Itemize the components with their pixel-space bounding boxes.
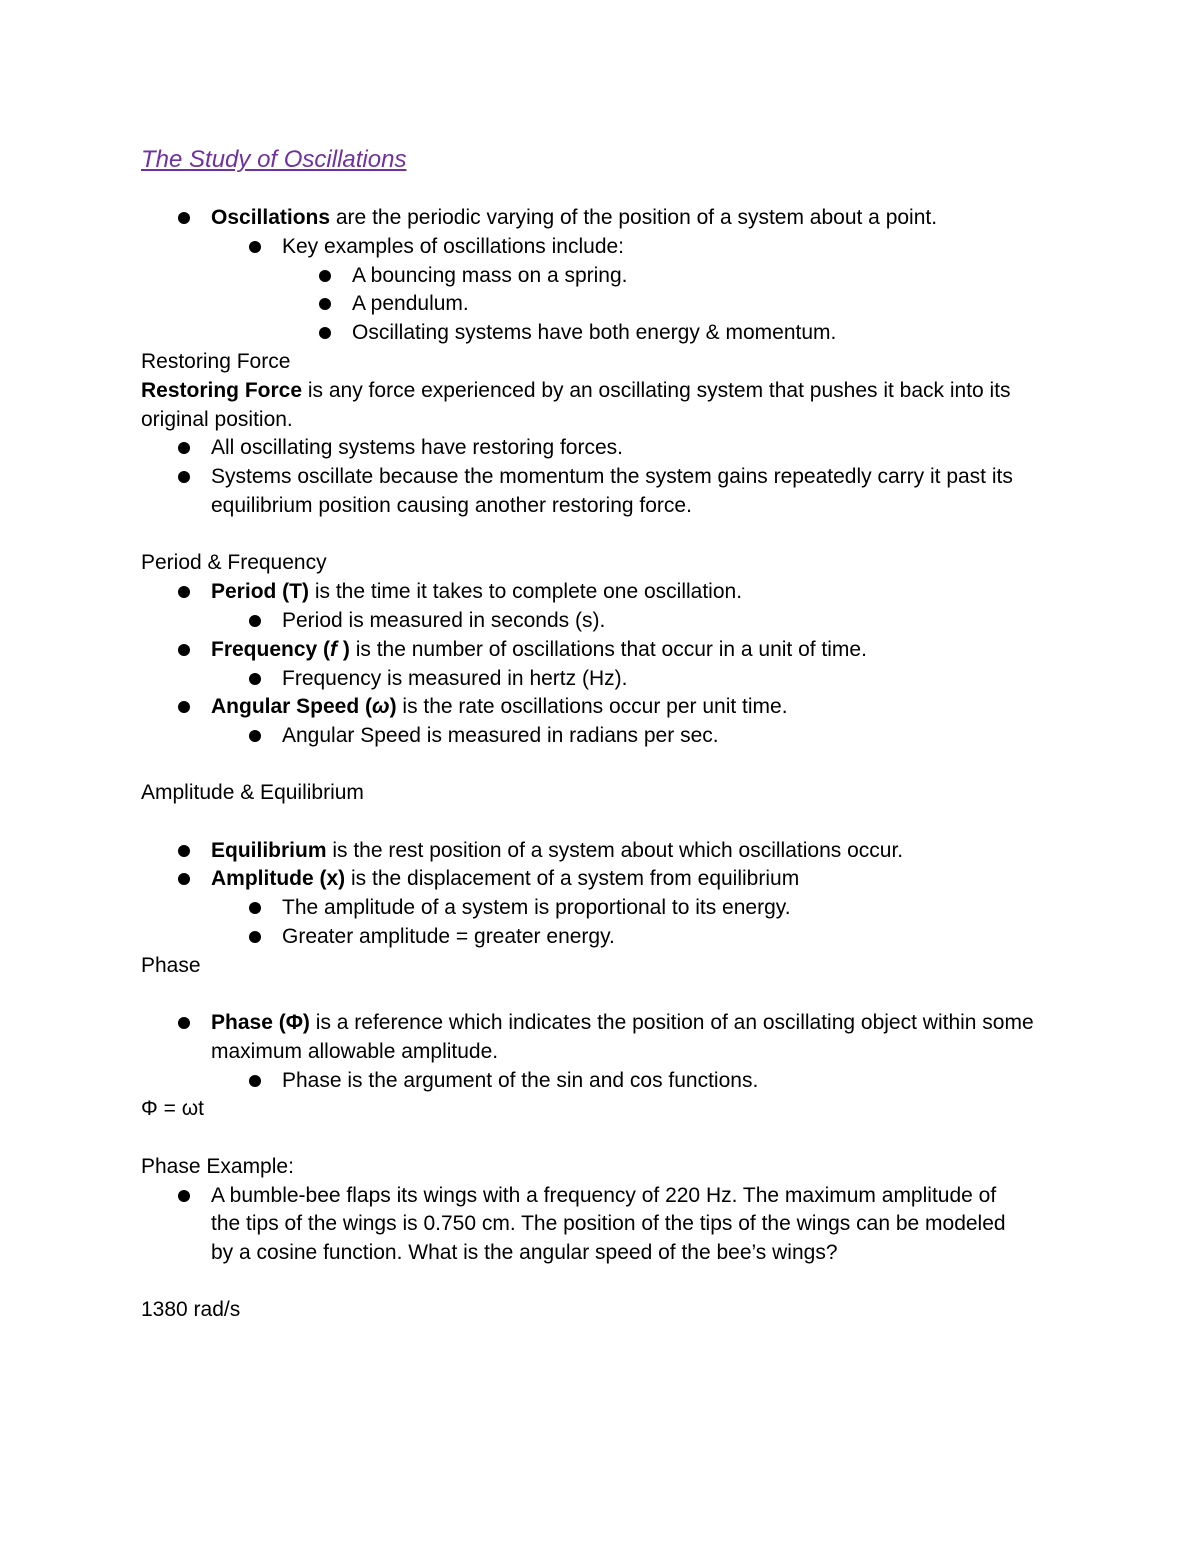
- bullet-text: is the time it takes to complete one oscillation.: [309, 580, 743, 603]
- bullet-phase-argument: Phase is the argument of the sin and cos functions.: [282, 1066, 758, 1095]
- example-answer: 1380 rad/s: [141, 1298, 241, 1321]
- bullet-all-systems: All oscillating systems have restoring forces.: [211, 433, 623, 462]
- phase-formula: Φ = ωt: [141, 1097, 204, 1120]
- bullet-text: is the rate oscillations occur per unit time.: [396, 695, 788, 718]
- bullet-energy-momentum: Oscillating systems have both energy & momentum.: [352, 318, 836, 347]
- heading-amplitude-equilibrium: Amplitude & Equilibrium: [141, 781, 364, 804]
- bullet-text: are the periodic varying of the position of a system about a point.: [330, 206, 938, 229]
- heading-restoring-force: Restoring Force: [141, 350, 291, 373]
- term-period: Period (T): [211, 580, 309, 603]
- bullet-text: is the displacement of a system from equilibrium: [345, 867, 800, 890]
- bullet-greater-amplitude: Greater amplitude = greater energy.: [282, 922, 615, 951]
- term-text: Angular Speed (: [211, 695, 373, 718]
- bullet-bee-problem: A bumble-bee flaps its wings with a frequency of 220 Hz. The maximum amplitude of: [211, 1181, 996, 1210]
- bullet-phase-line2: maximum allowable amplitude.: [211, 1040, 499, 1063]
- term-frequency: [211, 638, 350, 661]
- term-amplitude: Amplitude (x): [211, 867, 346, 890]
- bullet-frequency-units: Frequency is measured in hertz (Hz).: [282, 664, 627, 693]
- bullet-frequency: [211, 635, 867, 664]
- bullet-systems-oscillate-line2: equilibrium position causing another restoring force.: [211, 494, 692, 517]
- bullet-text: is the rest position of a system about which oscillations occur.: [326, 839, 904, 862]
- heading-phase-example: Phase Example:: [141, 1155, 294, 1178]
- bullet-phase: [211, 1008, 1034, 1037]
- term-text: ): [337, 638, 350, 661]
- bullet-key-examples: Key examples of oscillations include:: [282, 232, 624, 261]
- page-title: The Study of Oscillations: [141, 146, 407, 173]
- bullet-text: is a reference which indicates the position of an oscillating object within some: [309, 1011, 1034, 1034]
- bullet-systems-oscillate: Systems oscillate because the momentum the system gains repeatedly carry it past its: [211, 462, 1013, 491]
- term-angular-speed: [211, 695, 397, 718]
- term-text: Frequency (: [211, 638, 331, 661]
- bullet-equilibrium: [211, 836, 903, 865]
- term-oscillations: Oscillations: [211, 206, 331, 229]
- definition-text: is any force experienced by an oscillating system that pushes it back into its: [302, 379, 1011, 402]
- bee-problem-line2: the tips of the wings is 0.750 cm. The position of the tips of the wings can be modeled: [211, 1212, 1006, 1235]
- restoring-definition-line2: original position.: [141, 408, 293, 431]
- bullet-amplitude-energy: The amplitude of a system is proportional to its energy.: [282, 893, 791, 922]
- bullet-angular-speed: [211, 692, 788, 721]
- symbol-omega: ω: [372, 695, 390, 718]
- bullet-bouncing-mass: A bouncing mass on a spring.: [352, 261, 628, 290]
- bullet-oscillations: [211, 203, 937, 232]
- bullet-period-units: Period is measured in seconds (s).: [282, 606, 605, 635]
- term-equilibrium: Equilibrium: [211, 839, 327, 862]
- bullet-period: [211, 577, 742, 606]
- heading-phase: Phase: [141, 954, 201, 977]
- restoring-definition: [141, 376, 1011, 405]
- bullet-amplitude: [211, 864, 799, 893]
- bullet-pendulum: A pendulum.: [352, 289, 469, 318]
- bullet-angular-speed-units: Angular Speed is measured in radians per sec.: [282, 721, 719, 750]
- term-text: ): [389, 695, 397, 718]
- heading-period-frequency: Period & Frequency: [141, 551, 327, 574]
- bee-problem-line3: by a cosine function. What is the angular speed of the bee’s wings?: [211, 1241, 838, 1264]
- term-restoring-force: Restoring Force: [141, 379, 303, 402]
- symbol-f: f: [330, 638, 338, 661]
- bullet-text: is the number of oscillations that occur in a unit of time.: [349, 638, 867, 661]
- term-phase: Phase (Φ): [211, 1011, 310, 1034]
